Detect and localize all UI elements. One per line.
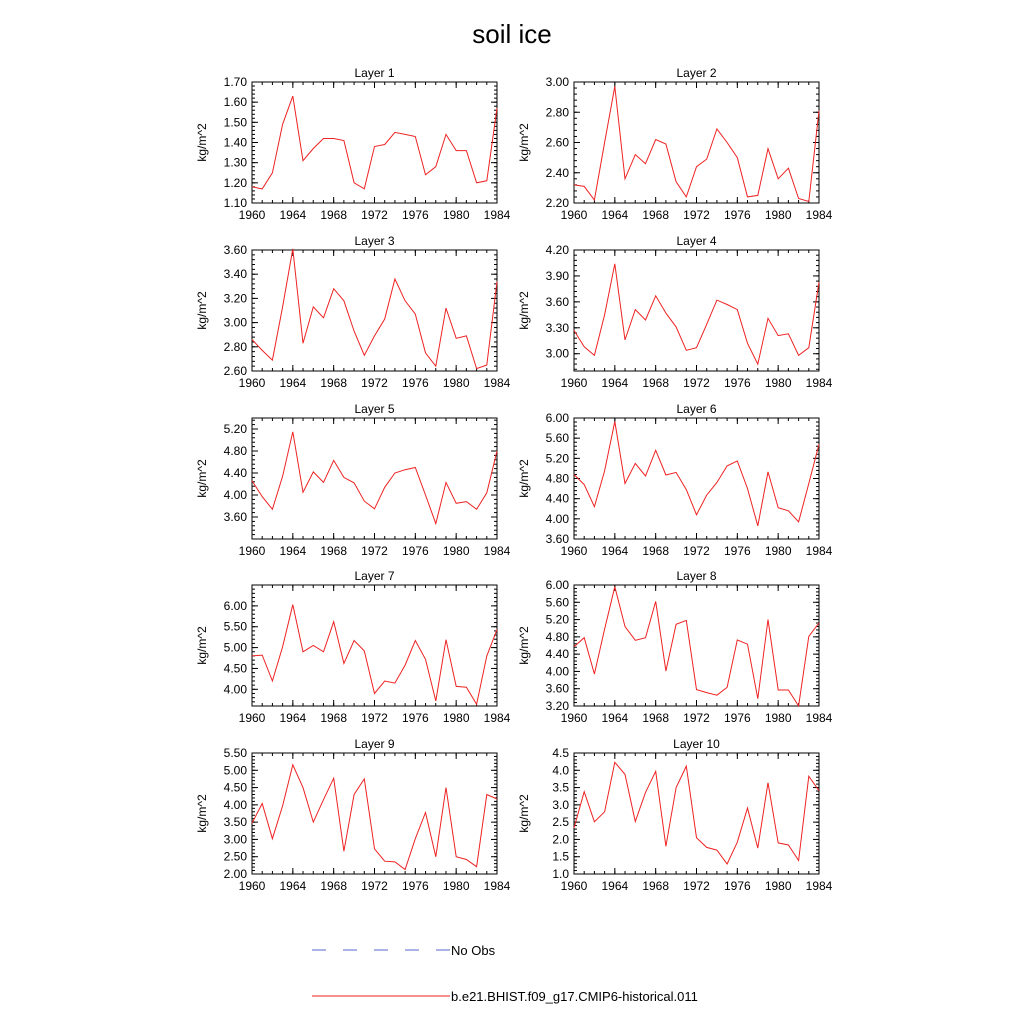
y-tick-label: 5.60	[545, 431, 569, 446]
y-tick-label: 3.50	[223, 815, 247, 830]
panel-layer-10	[517, 737, 833, 893]
series-line	[574, 762, 819, 864]
x-tick-label: 1984	[483, 208, 511, 222]
panel-frame	[252, 585, 497, 706]
x-tick-label: 1984	[805, 208, 833, 222]
panel-layer-7	[195, 569, 511, 725]
y-tick-label: 2.60	[223, 364, 247, 378]
x-tick-label: 1976	[401, 879, 429, 893]
x-tick-label: 1972	[683, 208, 710, 222]
x-tick-label: 1972	[683, 879, 710, 893]
x-tick-label: 1968	[642, 711, 670, 725]
x-tick-label: 1972	[361, 879, 388, 893]
y-tick-label: 1.5	[552, 849, 569, 864]
y-tick-label: 2.5	[552, 815, 569, 830]
panel-title: Layer 2	[676, 66, 717, 80]
x-tick-label: 1964	[279, 376, 307, 390]
y-tick-label: 4.80	[545, 471, 569, 486]
x-tick-label: 1976	[723, 544, 751, 558]
y-tick-label: 4.5	[552, 746, 569, 760]
y-tick-label: 3.60	[223, 243, 247, 257]
y-axis-label: kg/m^2	[195, 626, 209, 665]
x-tick-label: 1976	[401, 376, 429, 390]
x-tick-label: 1984	[805, 544, 833, 558]
x-tick-label: 1968	[320, 879, 348, 893]
y-tick-label: 4.0	[552, 763, 569, 778]
x-tick-label: 1968	[320, 376, 348, 390]
y-axis-label: kg/m^2	[517, 794, 531, 833]
y-axis-label: kg/m^2	[195, 291, 209, 330]
y-tick-label: 4.00	[223, 797, 247, 812]
x-tick-label: 1960	[560, 544, 588, 558]
y-tick-label: 6.00	[545, 578, 569, 592]
x-tick-label: 1964	[601, 208, 629, 222]
x-tick-label: 1960	[238, 879, 266, 893]
x-tick-label: 1964	[601, 711, 629, 725]
x-tick-label: 1980	[442, 208, 470, 222]
series-line	[574, 264, 819, 364]
y-tick-label: 2.00	[223, 867, 247, 881]
y-tick-label: 5.00	[223, 640, 247, 655]
y-tick-label: 3.00	[545, 346, 569, 361]
y-tick-label: 4.40	[545, 647, 569, 662]
series-line	[252, 432, 497, 524]
y-axis-label: kg/m^2	[195, 459, 209, 498]
panel-title: Layer 5	[354, 402, 395, 416]
x-tick-label: 1960	[560, 711, 588, 725]
x-tick-label: 1972	[361, 711, 388, 725]
x-tick-label: 1980	[764, 208, 792, 222]
y-tick-label: 4.40	[545, 491, 569, 506]
x-tick-label: 1964	[279, 208, 307, 222]
y-tick-label: 2.0	[552, 832, 569, 847]
y-axis-label: kg/m^2	[517, 626, 531, 665]
x-tick-label: 1976	[723, 376, 751, 390]
y-tick-label: 6.00	[223, 598, 247, 613]
y-tick-label: 4.20	[545, 243, 569, 257]
panel-layer-8	[517, 569, 833, 725]
y-tick-label: 4.00	[545, 664, 569, 679]
y-tick-label: 3.60	[223, 510, 247, 524]
x-tick-label: 1972	[361, 376, 388, 390]
panel-title: Layer 7	[354, 569, 395, 583]
y-tick-label: 4.50	[223, 780, 247, 795]
x-tick-label: 1972	[361, 544, 388, 558]
x-tick-label: 1980	[764, 711, 792, 725]
y-tick-label: 5.20	[545, 451, 569, 466]
panel-frame	[252, 250, 497, 371]
y-tick-label: 5.20	[545, 612, 569, 627]
x-tick-label: 1976	[723, 879, 751, 893]
y-tick-label: 1.40	[223, 135, 247, 150]
y-tick-label: 4.00	[223, 488, 247, 502]
x-tick-label: 1980	[764, 544, 792, 558]
x-tick-label: 1984	[805, 711, 833, 725]
panel-layer-6	[517, 402, 833, 558]
y-tick-label: 3.60	[545, 681, 569, 696]
y-tick-label: 4.00	[545, 511, 569, 526]
x-tick-label: 1976	[723, 208, 751, 222]
y-tick-label: 3.60	[545, 294, 569, 309]
y-tick-label: 4.40	[223, 466, 247, 480]
panel-frame	[252, 418, 497, 539]
y-tick-label: 3.5	[552, 780, 569, 795]
legend-no-obs-label: No Obs	[451, 943, 496, 958]
panel-title: Layer 9	[354, 737, 395, 751]
y-tick-label: 3.60	[545, 532, 569, 546]
x-tick-label: 1980	[764, 879, 792, 893]
y-tick-label: 4.80	[223, 444, 247, 458]
y-tick-label: 4.00	[223, 682, 247, 697]
y-tick-label: 1.10	[223, 196, 247, 210]
y-tick-label: 3.00	[223, 832, 247, 847]
x-tick-label: 1984	[483, 376, 511, 390]
x-tick-label: 1968	[320, 208, 348, 222]
x-tick-label: 1964	[279, 544, 307, 558]
x-tick-label: 1976	[401, 544, 429, 558]
x-tick-label: 1984	[805, 376, 833, 390]
panel-frame	[252, 82, 497, 203]
panel-layer-5	[195, 402, 511, 558]
x-tick-label: 1968	[642, 544, 670, 558]
y-tick-label: 2.50	[223, 849, 247, 864]
x-tick-label: 1964	[601, 879, 629, 893]
y-axis-label: kg/m^2	[195, 123, 209, 162]
panel-title: Layer 6	[676, 402, 717, 416]
panel-frame	[574, 82, 819, 203]
y-tick-label: 2.20	[545, 196, 569, 210]
x-tick-label: 1964	[601, 544, 629, 558]
panel-frame	[252, 753, 497, 874]
y-tick-label: 1.60	[223, 95, 247, 110]
series-line	[252, 605, 497, 705]
x-tick-label: 1964	[601, 376, 629, 390]
y-tick-label: 3.40	[223, 267, 247, 282]
y-tick-label: 2.40	[545, 165, 569, 180]
y-tick-label: 5.50	[223, 746, 247, 760]
x-tick-label: 1960	[238, 208, 266, 222]
y-tick-label: 3.00	[223, 315, 247, 330]
y-axis-label: kg/m^2	[517, 291, 531, 330]
x-tick-label: 1960	[238, 544, 266, 558]
series-line	[574, 422, 819, 526]
y-tick-label: 3.00	[545, 75, 569, 89]
x-tick-label: 1960	[560, 376, 588, 390]
x-tick-label: 1984	[483, 544, 511, 558]
y-tick-label: 3.90	[545, 268, 569, 283]
panel-frame	[574, 753, 819, 874]
x-tick-label: 1980	[442, 544, 470, 558]
x-tick-label: 1972	[683, 376, 710, 390]
legend	[312, 943, 698, 1004]
y-axis-label: kg/m^2	[517, 459, 531, 498]
legend-model-label: b.e21.BHIST.f09_g17.CMIP6-historical.011	[451, 989, 698, 1004]
x-tick-label: 1972	[683, 544, 710, 558]
series-line	[574, 587, 819, 706]
x-tick-label: 1964	[279, 879, 307, 893]
y-tick-label: 1.70	[223, 75, 247, 89]
x-tick-label: 1968	[320, 711, 348, 725]
panel-layer-4	[517, 234, 833, 390]
x-tick-label: 1968	[320, 544, 348, 558]
x-tick-label: 1984	[805, 879, 833, 893]
y-tick-label: 5.20	[223, 422, 247, 436]
x-tick-label: 1980	[442, 711, 470, 725]
series-line	[574, 87, 819, 202]
panel-frame	[574, 418, 819, 539]
series-line	[252, 765, 497, 870]
x-tick-label: 1960	[238, 376, 266, 390]
y-axis-label: kg/m^2	[195, 794, 209, 833]
y-tick-label: 2.80	[545, 105, 569, 120]
panel-frame	[574, 250, 819, 371]
y-tick-label: 3.0	[552, 797, 569, 812]
y-tick-label: 4.50	[223, 661, 247, 676]
x-tick-label: 1960	[238, 711, 266, 725]
y-tick-label: 5.00	[223, 763, 247, 778]
panel-title: Layer 4	[676, 234, 717, 248]
x-tick-label: 1972	[683, 711, 710, 725]
y-tick-label: 6.00	[545, 411, 569, 425]
x-tick-label: 1976	[401, 711, 429, 725]
x-tick-label: 1980	[442, 376, 470, 390]
panel-layer-1	[195, 66, 511, 222]
x-tick-label: 1980	[764, 376, 792, 390]
x-tick-label: 1968	[642, 208, 670, 222]
panel-title: Layer 10	[673, 737, 720, 751]
x-tick-label: 1968	[642, 376, 670, 390]
y-tick-label: 2.80	[223, 339, 247, 354]
x-tick-label: 1960	[560, 879, 588, 893]
y-tick-label: 1.30	[223, 155, 247, 170]
panel-title: Layer 3	[354, 234, 395, 248]
y-tick-label: 5.50	[223, 619, 247, 634]
panel-layer-3	[195, 234, 511, 390]
x-tick-label: 1972	[361, 208, 388, 222]
x-tick-label: 1984	[483, 879, 511, 893]
y-tick-label: 5.60	[545, 595, 569, 610]
x-tick-label: 1980	[442, 879, 470, 893]
x-tick-label: 1976	[723, 711, 751, 725]
x-tick-label: 1968	[642, 879, 670, 893]
y-tick-label: 1.0	[552, 867, 569, 881]
x-tick-label: 1964	[279, 711, 307, 725]
figure-title: soil ice	[472, 19, 552, 49]
y-tick-label: 3.20	[545, 699, 569, 713]
y-tick-label: 3.30	[545, 320, 569, 335]
x-tick-label: 1984	[483, 711, 511, 725]
y-tick-label: 1.20	[223, 175, 247, 190]
panel-title: Layer 8	[676, 569, 717, 583]
panel-layer-9	[195, 737, 511, 893]
y-tick-label: 1.50	[223, 115, 247, 130]
y-tick-label: 3.20	[223, 291, 247, 306]
series-line	[252, 249, 497, 369]
x-tick-label: 1960	[560, 208, 588, 222]
y-tick-label: 2.60	[545, 135, 569, 150]
x-tick-label: 1976	[401, 208, 429, 222]
panel-title: Layer 1	[354, 66, 395, 80]
panel-layer-2	[517, 66, 833, 222]
panels-group	[195, 66, 833, 893]
y-axis-label: kg/m^2	[517, 123, 531, 162]
series-line	[252, 96, 497, 189]
y-tick-label: 4.80	[545, 629, 569, 644]
